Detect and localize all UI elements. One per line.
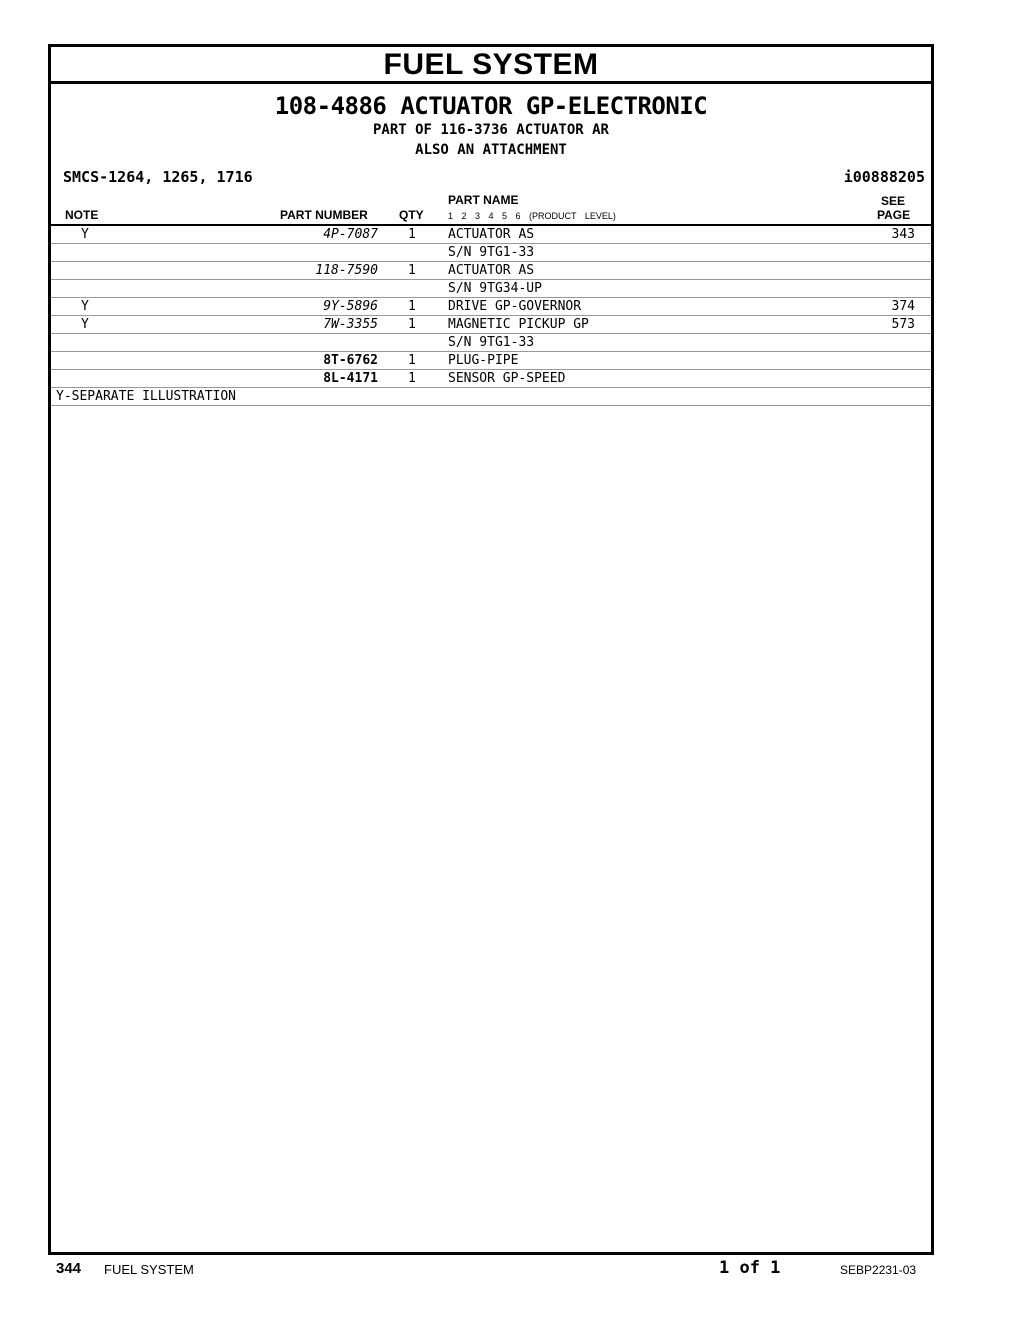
- page-number: 344: [56, 1260, 82, 1277]
- group-title: 108-4886 ACTUATOR GP-ELECTRONIC: [274, 92, 708, 120]
- col-qty: QTY: [399, 208, 424, 222]
- qty-cell: 1: [408, 353, 416, 368]
- part-number-cell: 118-7590: [315, 263, 378, 278]
- part-number-cell: 4P-7087: [323, 227, 378, 242]
- table-row: [51, 352, 931, 370]
- footnote-row: [51, 388, 931, 406]
- document-id: SEBP2231-03: [840, 1263, 917, 1277]
- part-name-cell: MAGNETIC PICKUP GP: [448, 317, 589, 332]
- table-row: [51, 262, 931, 280]
- note-cell: Y: [81, 317, 89, 332]
- qty-cell: 1: [408, 371, 416, 386]
- table-row: [51, 316, 931, 334]
- smcs-row: [51, 164, 931, 188]
- qty-cell: 1: [408, 299, 416, 314]
- see-page-cell: 573: [891, 317, 915, 332]
- section-title: FUEL SYSTEM: [51, 47, 931, 84]
- see-page-cell: 343: [891, 227, 915, 242]
- part-number-cell: 8T-6762: [323, 353, 378, 368]
- note-cell: Y: [81, 227, 89, 242]
- footer-section: FUEL SYSTEM: [104, 1262, 194, 1277]
- footnote-text: Y-SEPARATE ILLUSTRATION: [56, 389, 237, 404]
- table-row: [51, 226, 931, 244]
- column-headers: [51, 188, 931, 224]
- see-page-cell: 374: [891, 299, 915, 314]
- part-name-cell: ACTUATOR AS: [448, 263, 535, 278]
- table-row: [51, 280, 931, 298]
- col-note: NOTE: [65, 208, 99, 222]
- table-row: [51, 298, 931, 316]
- part-name-cell: PLUG-PIPE: [448, 353, 519, 368]
- page-frame: [48, 44, 934, 1255]
- col-page: PAGE: [877, 208, 911, 222]
- page-count: 1 of 1: [719, 1258, 781, 1278]
- smcs-codes: SMCS-1264, 1265, 1716: [63, 168, 253, 186]
- illustration-id: i00888205: [843, 168, 925, 186]
- part-name-cell: S/N 9TG1-33: [448, 245, 535, 260]
- col-product-level: 1 2 3 4 5 6 (PRODUCT LEVEL): [448, 211, 616, 221]
- part-name-cell: S/N 9TG1-33: [448, 335, 535, 350]
- part-name-cell: DRIVE GP-GOVERNOR: [448, 299, 582, 314]
- qty-cell: 1: [408, 263, 416, 278]
- table-row: [51, 370, 931, 388]
- table-row: [51, 244, 931, 262]
- part-number-cell: 7W-3355: [323, 317, 378, 332]
- part-name-cell: S/N 9TG34-UP: [448, 281, 542, 296]
- note-cell: Y: [81, 299, 89, 314]
- part-number-cell: 9Y-5896: [323, 299, 378, 314]
- part-of-line: PART OF 116-3736 ACTUATOR AR: [372, 122, 609, 138]
- table-row: [51, 334, 931, 352]
- qty-cell: 1: [408, 317, 416, 332]
- part-name-cell: ACTUATOR AS: [448, 227, 535, 242]
- col-see: SEE: [881, 194, 906, 208]
- parts-table: [51, 226, 931, 406]
- part-name-cell: SENSOR GP-SPEED: [448, 371, 566, 386]
- part-number-cell: 8L-4171: [323, 371, 378, 386]
- qty-cell: 1: [408, 227, 416, 242]
- col-part-name: PART NAME: [448, 193, 519, 207]
- also-line: ALSO AN ATTACHMENT: [415, 142, 567, 158]
- page-footer: [0, 1258, 1020, 1282]
- col-part-number: PART NUMBER: [280, 208, 368, 222]
